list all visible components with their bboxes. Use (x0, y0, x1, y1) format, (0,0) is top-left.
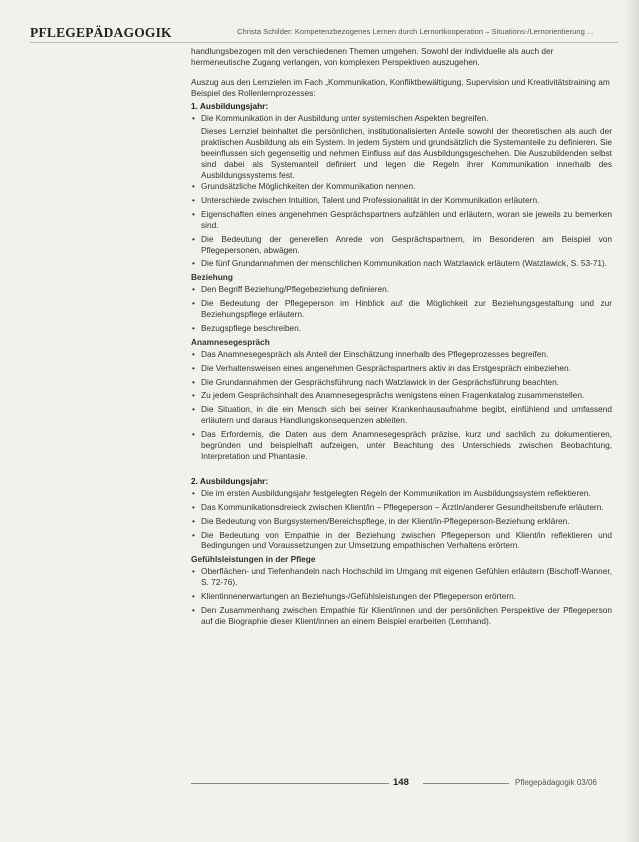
bullet-icon: • (192, 284, 195, 295)
year-2-list (191, 488, 612, 552)
section-heading-year-2: 2. Ausbildungsjahr: (191, 475, 269, 486)
list-item: • Die Verhaltensweisen eines angenehmen Gesprächspartners aktiv in das Erstgespräch einbeziehen. (192, 362, 571, 373)
gefuehl-list (191, 566, 612, 627)
page-number: 148 (393, 777, 409, 788)
journal-logo: PFLEGEPÄDAGOGIK (30, 25, 172, 40)
list-item: • Das Erfordernis, die Daten aus dem Anamnesegespräch präzise, kurz und sachlich zu dokumentieren, begründen und beispielhaft aufzeigen, unter Beachtung des Unterschieds zwischen Beobachtung, Interpretation und Phantasie. (192, 429, 612, 461)
list-item: • Oberflächen- und Tiefenhandeln nach Hochschild im Umgang mit eigenen Gefühlen erläutern (Bischoff-Wanner, S. 72-76). (192, 566, 612, 588)
learning-goal-explanation: Dieses Lernziel beinhaltet die persönlichen, institutionalisierten Anteile sowohl der theoretischen als auch der praktischen Ausbildung als ein System. In jedem System und grundsätzlich die Systemanteile zu definieren. Sie beeinflussen sich gegenseitig und nehmen Einfluss auf das Ausbildungsgeschehen. Die Auszubildenden selbst sind dabei als Systemanteil definiert und legen die Regeln ihrer Kommunikation innerhalb des Ausbildungssystems fest. (201, 126, 612, 181)
list-item: • Das Kommunikationsdreieck zwischen Klient/in – Pflegeperson – Ärztin/anderer Gesundheitsberufe erläutern. (192, 501, 604, 512)
bullet-icon: • (192, 566, 195, 577)
list-item: • Den Begriff Beziehung/Pflegebeziehung definieren. (192, 284, 390, 295)
list-item: • Die im ersten Ausbildungsjahr festgelegten Regeln der Kommunikation im Ausbildungssystem reflektieren. (192, 487, 591, 498)
list-item: • Unterschiede zwischen Intuition, Talent und Professionalität in der Kommunikation erläutern. (192, 194, 540, 205)
bullet-icon: • (192, 233, 195, 244)
bullet-icon: • (192, 362, 195, 373)
bullet-icon: • (192, 376, 195, 387)
bullet-icon: • (192, 604, 195, 615)
page-edge-shadow (625, 0, 639, 842)
intro-paragraph: handlungsbezogen mit den verschiedenen Themen umgehen. Sowohl der individuelle als auch der hermeneutische Zugang verlangen, von komplexen Perspektiven auszugehen. (191, 46, 554, 67)
anamnese-list (191, 349, 612, 462)
list-item: • Die Bedeutung der generellen Anrede von Gesprächspartnern, im Besonderen am Beispiel von Pflegepersonen, abwägen. (192, 233, 612, 255)
list-item: • Die Situation, in die ein Mensch sich bei seiner Krankenhausaufnahme begibt, einfühlend und umfassend erläutern und daraus Handlungskonsequenzen ableiten. (192, 404, 612, 426)
footer-rule-right (423, 783, 509, 784)
beziehung-list (191, 284, 612, 334)
bullet-icon: • (192, 112, 195, 123)
bullet-icon: • (192, 501, 195, 512)
bullet-icon: • (192, 515, 195, 526)
list-item: • Die Grundannahmen der Gesprächsführung nach Watzlawick in der Gesprächsführung beachten. (192, 376, 560, 387)
bullet-icon: • (192, 429, 195, 440)
lead-paragraph: Auszug aus den Lernzielen im Fach „Kommunikation, Konfliktbewältigung, Supervision und Kreativitätstraining am Beispiel des Rollenlernprozesses: (191, 76, 610, 98)
page-header (30, 24, 615, 42)
bullet-icon: • (192, 348, 195, 359)
list-item: • Die Bedeutung von Empathie in der Beziehung zwischen Pflegeperson und Klient/in reflektieren und Bedingungen und Voraussetzungen zur Umsetzung empathischen Verhaltens erörtern. (192, 529, 612, 551)
list-item: • Die Kommunikation in der Ausbildung unter systemischen Aspekten begreifen. (192, 112, 489, 123)
page-footer (191, 777, 612, 789)
bullet-icon: • (192, 298, 195, 309)
bullet-icon: • (192, 591, 195, 602)
bullet-icon: • (192, 208, 195, 219)
list-item: • Klientinnenerwartungen an Beziehungs-/Gefühlsleistungen der Pflegeperson erörtern. (192, 591, 517, 602)
article-body (191, 46, 612, 630)
bullet-icon: • (192, 404, 195, 415)
list-item: • Grundsätzliche Möglichkeiten der Kommunikation nennen. (192, 180, 416, 191)
bullet-icon: • (192, 390, 195, 401)
list-item: • Die fünf Grundannahmen der menschlichen Kommunikation nach Watzlawick erläutern (Watzlawick, S. 53-71). (192, 258, 608, 269)
list-item: • Die Bedeutung der Pflegeperson im Hinblick auf die Möglichkeit zur Beziehungsgestaltung und zur Beziehungspflege erläutern. (192, 298, 612, 320)
bullet-icon: • (192, 258, 195, 269)
subheading-anamnese: Anamnesegespräch (191, 336, 270, 347)
section-heading-year-1: 1. Ausbildungsjahr: (191, 100, 269, 111)
year-1-list (191, 113, 612, 124)
list-item: • Den Zusammenhang zwischen Empathie für Klient/innen und der persönlichen Perspektive der Pflegeperson auf die Biographie dieser Klient/innen an einem Beispiel erarbeiten (Lernhand). (192, 604, 612, 626)
list-item: • Bezugspflege beschreiben. (192, 322, 302, 333)
list-item: • Die Bedeutung von Burgsystemen/Bereichspflege, in der Klient/in-Pflegeperson-Beziehung erklären. (192, 515, 570, 526)
subheading-beziehung: Beziehung (191, 272, 233, 283)
list-item: • Zu jedem Gesprächsinhalt des Anamnesegesprächs wenigstens einen Fragenkatalog zusammenstellen. (192, 390, 585, 401)
issue-label: Pflegepädagogik 03/06 (515, 778, 597, 787)
bullet-icon: • (192, 180, 195, 191)
year-1-list-cont (191, 181, 612, 269)
bullet-icon: • (192, 487, 195, 498)
list-item: • Eigenschaften eines angenehmen Gesprächspartners aufzählen und erläutern, woran sie jeweils zu bemerken sind. (192, 208, 612, 230)
footer-rule-left (191, 783, 389, 784)
running-title: Christa Schilder: Kompetenzbezogenes Lernen durch Lernortkooperation – Situations-/Lernorientierung ... (237, 27, 594, 36)
header-rule (30, 42, 618, 43)
bullet-icon: • (192, 322, 195, 333)
bullet-icon: • (192, 529, 195, 540)
bullet-icon: • (192, 194, 195, 205)
subheading-gefuehlsleistungen: Gefühlsleistungen in der Pflege (191, 554, 316, 565)
list-item: • Das Anamnesegespräch als Anteil der Einschätzung innerhalb des Pflegeprozesses begreifen. (192, 348, 549, 359)
